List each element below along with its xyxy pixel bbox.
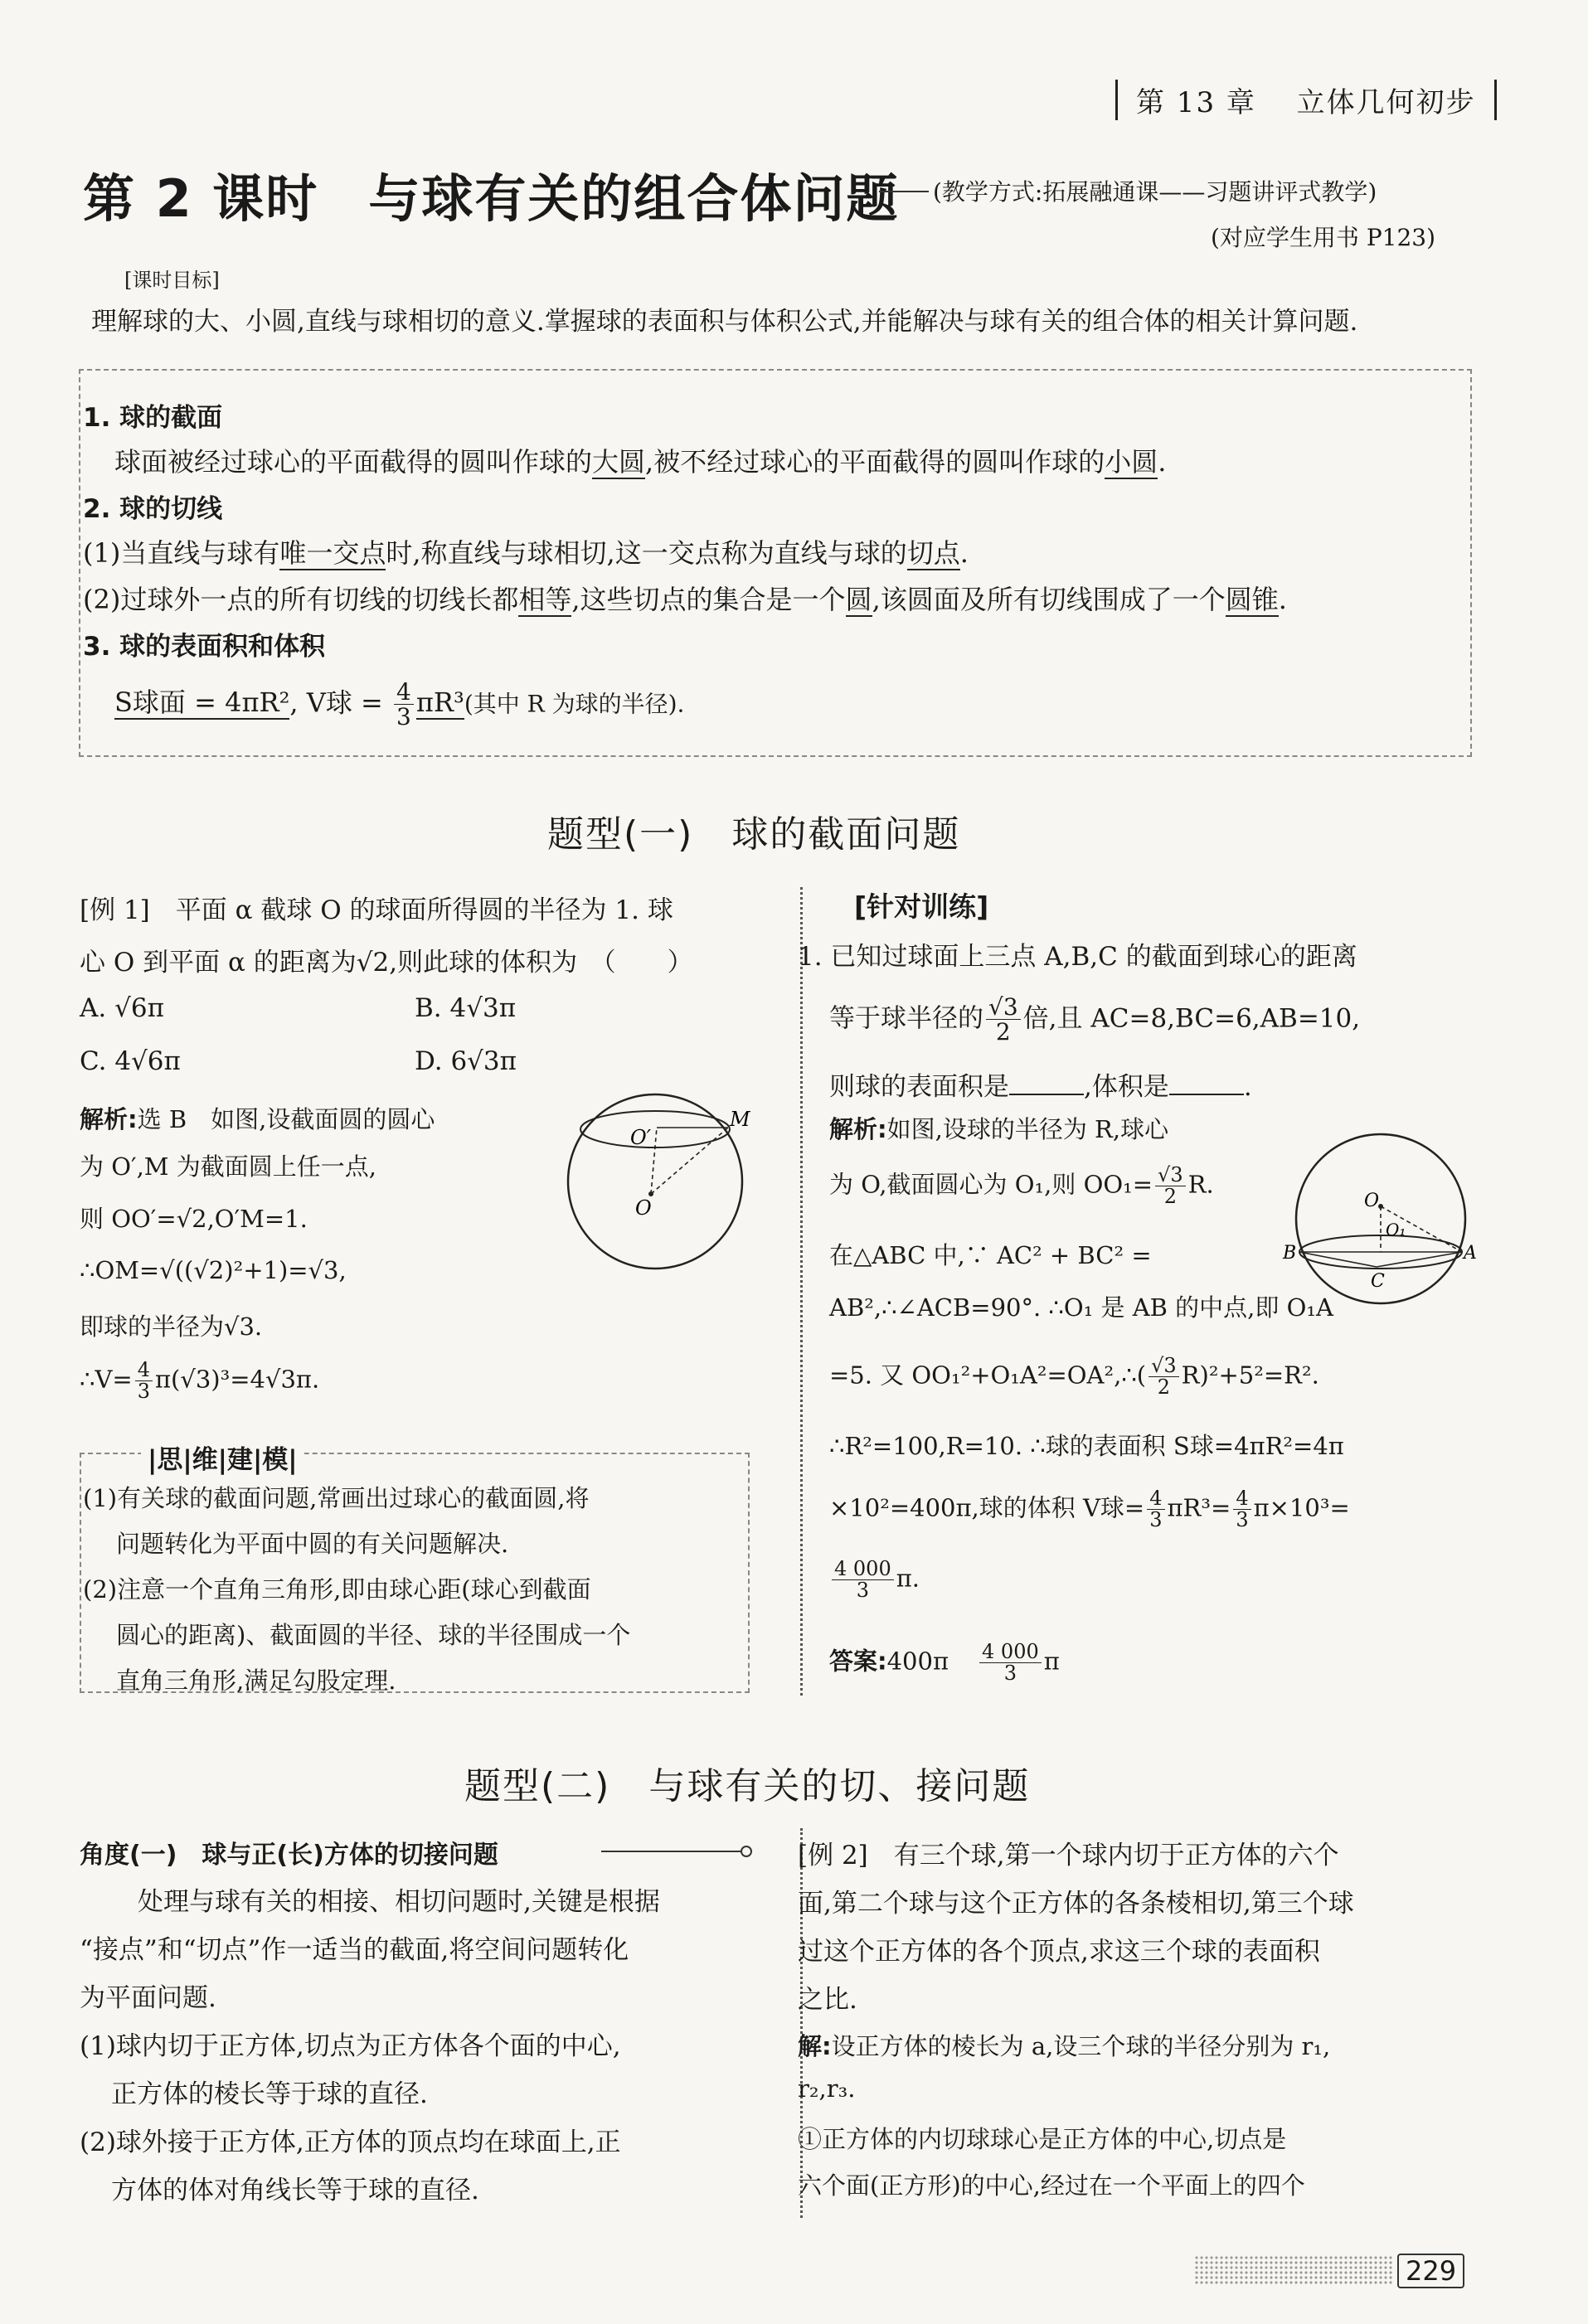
- label-o1: O₁: [1386, 1220, 1406, 1240]
- sphere-formulas: S球面 = 4πR², V球 = $\frac{4}{3}$ πR³(其中 R 为球的半径).: [114, 678, 685, 731]
- sphere-outline: [568, 1094, 742, 1269]
- example-1-solution-4: ∴OM=√((√2)²+1)=√3,: [80, 1256, 347, 1284]
- answer-big-circle: 大圆: [592, 446, 646, 478]
- training-solution-3: 在△ABC 中,∵ AC² + BC² =: [829, 1241, 1152, 1269]
- option-c: C. 4√6π: [80, 1046, 181, 1076]
- example-2-solution-3: ①正方体的内切球球心是正方体的中心,切点是: [798, 2125, 1287, 2153]
- label-o: O: [1364, 1191, 1380, 1211]
- angle-title-rule: [601, 1851, 742, 1852]
- answer-blank-2[interactable]: [1169, 1094, 1244, 1095]
- angle-1-point-2a: (2)球外接于正方体,正方体的顶点均在球面上,正: [80, 2128, 621, 2157]
- thinking-model-title: |思|维|建|模|: [141, 1439, 304, 1476]
- knowledge-line-1: 球面被经过球心的平面截得的圆叫作球的大圆,被不经过球心的平面截得的圆叫作球的小圆.: [114, 446, 1167, 478]
- example-1-line-2: 心 O 到平面 α 的距离为√2,则此球的体积为 （ ）: [80, 948, 693, 978]
- training-q-line-1: 1. 已知过球面上三点 A,B,C 的截面到球心的距离: [798, 942, 1357, 972]
- training-answer: 答案:400π $\frac{4 000}{3}$ π: [829, 1640, 1060, 1686]
- label-a: A: [1464, 1243, 1477, 1264]
- training-title: [针对训练]: [854, 890, 989, 923]
- lesson-number: 第 2 课时: [83, 168, 319, 229]
- angle-1-para-1: 处理与球有关的相接、相切问题时,关键是根据: [138, 1887, 660, 1917]
- training-solution-7: ×10²=400π,球的体积 V球= $\frac{4}{3}$ πR³= $\frac{4}{3}$ π×10³=: [829, 1487, 1350, 1532]
- section-1-title: 题型(一) 球的截面问题: [547, 813, 961, 856]
- om-segment: [651, 1128, 728, 1194]
- training-solution-1: 解析:如图,设球的半径为 R,球心: [829, 1115, 1169, 1143]
- ca-segment: [1377, 1252, 1462, 1267]
- knowledge-heading-3: 3. 球的表面积和体积: [83, 632, 326, 662]
- label-o1: O′: [630, 1126, 652, 1149]
- model-point-2a: (2)注意一个直角三角形,即由球心距(球心到截面: [83, 1575, 591, 1604]
- example-2-line-3: 过这个正方体的各个顶点,求这三个球的表面积: [798, 1937, 1320, 1967]
- example-2-line-4: 之比.: [798, 1985, 857, 2015]
- example-2-line-2: 面,第二个球与这个正方体的各条棱相切,第三个球: [798, 1889, 1354, 1919]
- answer-blank-1[interactable]: [1009, 1094, 1084, 1095]
- option-a: A. √6π: [80, 993, 164, 1023]
- training-solution-5: =5. 又 OO₁²+O₁A²=OA²,∴( $\frac{√3}{2}$ R)²+5²=R².: [829, 1354, 1319, 1400]
- example-2-solution-4: 六个面(正方形)的中心,经过在一个平面上的四个: [798, 2171, 1305, 2200]
- title-rule: [879, 191, 929, 192]
- model-point-2c: 直角三角形,满足勾股定理.: [116, 1667, 396, 1695]
- example-1-solution-6: ∴V= $\frac{4}{3}$ π(√3)³=4√3π.: [80, 1358, 320, 1404]
- angle-1-title: 角度(一) 球与正(长)方体的切接问题: [80, 1841, 498, 1870]
- knowledge-line-2b: (2)过球外一点的所有切线的切线长都相等,这些切点的集合是一个圆,该圆面及所有切线围成了一个圆锥.: [83, 584, 1287, 615]
- page-number: 229: [1397, 2254, 1464, 2288]
- chapter-header: 第 13 章 立体几何初步: [1115, 80, 1497, 120]
- answer-small-circle: 小圆: [1105, 446, 1158, 478]
- knowledge-heading-1: 1. 球的截面: [83, 403, 223, 433]
- lesson-title: [83, 158, 899, 231]
- footer-dot-pattern: [1194, 2255, 1393, 2285]
- knowledge-heading-2: 2. 球的切线: [83, 494, 223, 524]
- example-1-solution-1: 解析:选 B 如图,设截面圆的圆心: [80, 1105, 435, 1133]
- example-2-solution-2: r₂,r₃.: [798, 2074, 856, 2103]
- goal-text: 理解球的大、小圆,直线与球相切的意义.掌握球的表面积与体积公式,并能解决与球有关的组合体的相关计算问题.: [91, 307, 1358, 337]
- training-q-line-2: 等于球半径的 $\frac{√3}{2}$ 倍,且 AC=8,BC=6,AB=10,: [829, 993, 1361, 1046]
- angle-1-point-1a: (1)球内切于正方体,切点为正方体各个面的中心,: [80, 2031, 621, 2061]
- lesson-name: 与球有关的组合体问题: [368, 168, 900, 229]
- oo1-segment: [651, 1128, 657, 1194]
- sphere-section-figure: [564, 1078, 755, 1285]
- option-b: B. 4√3π: [415, 993, 517, 1023]
- angle-1-para-3: 为平面问题.: [80, 1983, 216, 2013]
- example-1-solution-5: 即球的半径为√3.: [80, 1312, 263, 1341]
- example-2-line-1: [例 2] 有三个球,第一个球内切于正方体的六个: [798, 1841, 1339, 1870]
- training-solution-6: ∴R²=100,R=10. ∴球的表面积 S球=4πR²=4π: [829, 1432, 1344, 1460]
- label-c: C: [1371, 1271, 1385, 1292]
- angle-1-point-1b: 正方体的棱长等于球的直径.: [111, 2079, 428, 2109]
- model-point-1a: (1)有关球的截面问题,常画出过球心的截面圆,将: [83, 1484, 590, 1512]
- training-solution-8: $\frac{4 000}{3}$ π.: [829, 1559, 920, 1601]
- training-solution-4: AB²,∴∠ACB=90°. ∴O₁ 是 AB 的中点,即 O₁A: [829, 1293, 1333, 1322]
- example-1-solution-3: 则 OO′=√2,O′M=1.: [80, 1205, 308, 1233]
- label-m: M: [730, 1108, 750, 1131]
- section-circle: [580, 1111, 730, 1147]
- option-d: D. 6√3π: [415, 1046, 517, 1076]
- knowledge-line-2a: (1)当直线与球有唯一交点时,称直线与球相切,这一交点称为直线与球的切点.: [83, 537, 969, 569]
- section-2-title: 题型(二) 与球有关的切、接问题: [464, 1765, 1031, 1807]
- label-b: B: [1283, 1243, 1297, 1264]
- angle-1-point-2b: 方体的体对角线长等于球的直径.: [111, 2176, 479, 2205]
- student-book-reference: (对应学生用书 P123): [1211, 224, 1436, 251]
- angle-1-para-2: “接点”和“切点”作一适当的截面,将空间问题转化: [80, 1935, 629, 1965]
- angle-title-dot: [741, 1846, 752, 1857]
- bc-segment: [1299, 1252, 1377, 1267]
- label-o: O: [635, 1196, 652, 1220]
- training-q-line-3: 则球的表面积是 ,体积是 .: [829, 1072, 1252, 1102]
- training-solution-2: 为 O,截面圆心为 O₁,则 OO₁= $\frac{√3}{2}$ R.: [829, 1163, 1214, 1209]
- sphere-triangle-figure: [1281, 1128, 1480, 1310]
- example-1-line-1: [例 1] 平面 α 截球 O 的球面所得圆的半径为 1. 球: [80, 895, 673, 925]
- goal-tag: [课时目标]: [124, 269, 220, 292]
- model-point-2b: 圆心的距离)、截面圆的半径、球的半径围成一个: [116, 1621, 631, 1649]
- example-2-solution-1: 解:设正方体的棱长为 a,设三个球的半径分别为 r₁,: [798, 2032, 1331, 2060]
- column-divider-1: [800, 887, 803, 1696]
- example-1-solution-2: 为 O′,M 为截面圆上任一点,: [80, 1152, 376, 1181]
- model-point-1b: 问题转化为平面中圆的有关问题解决.: [116, 1530, 509, 1558]
- teaching-mode: (教学方式:拓展融通课——习题讲评式教学): [933, 178, 1377, 206]
